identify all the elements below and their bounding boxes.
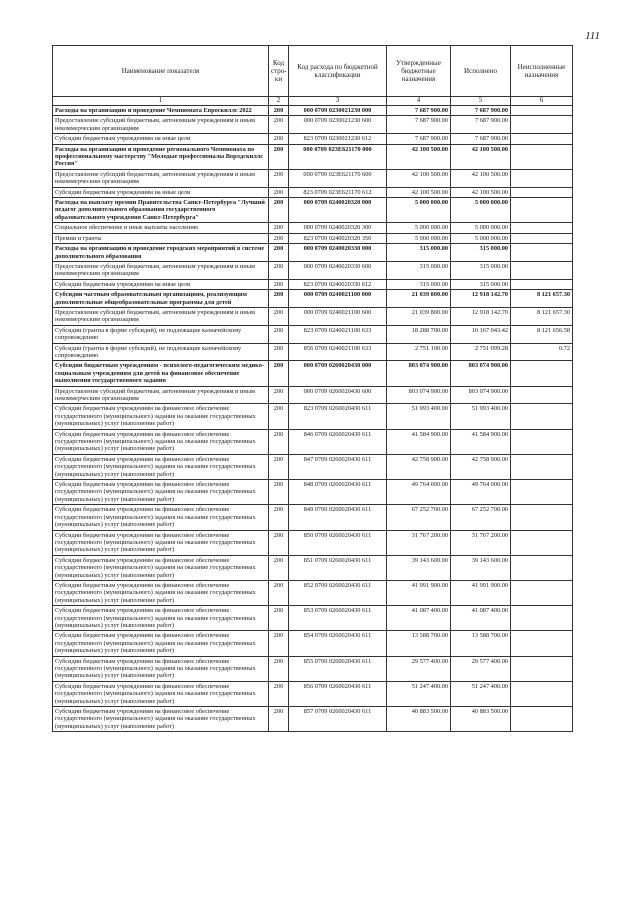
row-class-code: 854 0709 0260020430 611 (289, 631, 387, 656)
row-class-code: 000 0709 0260020430 600 (289, 386, 387, 404)
row-executed: 12 918 142.70 (451, 290, 511, 308)
row-approved: 42 100 500.00 (387, 187, 451, 197)
row-executed: 5 000 000.00 (451, 223, 511, 233)
row-line-code: 200 (269, 144, 289, 169)
header-unexecuted: Неисполненные назначения (511, 46, 573, 97)
header-name: Наименование показателя (53, 46, 269, 97)
row-line-code: 200 (269, 606, 289, 631)
row-class-code: 849 0709 0260020430 611 (289, 505, 387, 530)
row-class-code: 823 0709 0260020430 611 (289, 404, 387, 429)
row-line-code: 200 (269, 187, 289, 197)
table-row (53, 325, 573, 343)
row-line-code: 200 (269, 429, 289, 454)
row-line-code: 200 (269, 116, 289, 134)
row-class-code: 846 0709 0260020430 611 (289, 429, 387, 454)
row-line-code: 200 (269, 555, 289, 580)
row-line-code: 200 (269, 169, 289, 187)
row-line-code: 200 (269, 279, 289, 289)
row-approved: 7 687 900.00 (387, 134, 451, 144)
row-unexecuted (511, 386, 573, 404)
row-class-code: 000 0709 023Е621170 600 (289, 169, 387, 187)
row-line-code: 200 (269, 386, 289, 404)
row-class-code: 000 0709 0260020430 000 (289, 361, 387, 386)
row-approved: 803 074 900.00 (387, 386, 451, 404)
row-approved: 41 584 900.00 (387, 429, 451, 454)
row-approved: 7 687 900.00 (387, 106, 451, 116)
row-class-code: 855 0709 0260020430 611 (289, 656, 387, 681)
row-approved: 41 087 400.00 (387, 606, 451, 631)
page-number: 111 (585, 30, 600, 42)
row-class-code: 823 0709 0230021230 612 (289, 134, 387, 144)
table-row (53, 116, 573, 134)
row-approved: 51 993 400.00 (387, 404, 451, 429)
row-name: Премии и гранты (53, 233, 269, 243)
row-name: Субсидии бюджетным учреждениям на финансовое обеспечение государственного (муниципального) задания на оказание государственных (муниципальных) услуг (выполнение работ) (53, 681, 269, 706)
row-approved: 67 252 700.00 (387, 505, 451, 530)
row-executed: 49 764 000.00 (451, 480, 511, 505)
row-executed: 5 000 000.00 (451, 198, 511, 223)
row-class-code: 000 0709 0230021230 600 (289, 116, 387, 134)
row-name: Предоставление субсидий бюджетным, автономным учреждениям и иным некоммерческим организациям (53, 169, 269, 187)
row-executed: 315 000.00 (451, 261, 511, 279)
row-line-code: 200 (269, 325, 289, 343)
row-approved: 13 588 700.00 (387, 631, 451, 656)
row-unexecuted (511, 555, 573, 580)
row-unexecuted (511, 187, 573, 197)
row-line-code: 200 (269, 480, 289, 505)
row-line-code: 200 (269, 656, 289, 681)
row-approved: 2 751 100.00 (387, 343, 451, 361)
row-unexecuted (511, 454, 573, 479)
table-row (53, 233, 573, 243)
row-class-code: 848 0709 0260020430 611 (289, 480, 387, 505)
table-row (53, 343, 573, 361)
table-row (53, 223, 573, 233)
row-unexecuted (511, 144, 573, 169)
row-executed: 315 000.00 (451, 279, 511, 289)
row-approved: 803 074 900.00 (387, 361, 451, 386)
row-executed: 803 074 900.00 (451, 361, 511, 386)
row-unexecuted (511, 134, 573, 144)
column-number: 1 (53, 97, 269, 106)
row-line-code: 200 (269, 198, 289, 223)
row-executed: 10 167 043.42 (451, 325, 511, 343)
row-approved: 7 687 900.00 (387, 116, 451, 134)
row-class-code: 000 0709 0240020320 000 (289, 198, 387, 223)
row-unexecuted (511, 233, 573, 243)
row-class-code: 000 0709 0240020330 600 (289, 261, 387, 279)
row-name: Расходы на организацию и проведение Чемпионата Евроскиллс 2022 (53, 106, 269, 116)
row-approved: 42 100 500.00 (387, 169, 451, 187)
row-name: Субсидии бюджетным учреждениям на иные цели (53, 134, 269, 144)
row-unexecuted (511, 656, 573, 681)
row-name: Субсидии бюджетным учреждениям на финансовое обеспечение государственного (муниципального) задания на оказание государственных (муниципальных) услуг (выполнение работ) (53, 555, 269, 580)
table-row (53, 361, 573, 386)
row-approved: 5 000 000.00 (387, 233, 451, 243)
row-line-code: 200 (269, 631, 289, 656)
table-row (53, 169, 573, 187)
row-line-code: 200 (269, 580, 289, 605)
row-class-code: 850 0709 0260020430 611 (289, 530, 387, 555)
row-name: Субсидии бюджетным учреждениям на финансовое обеспечение государственного (муниципального) задания на оказание государственных (муниципальных) услуг (выполнение работ) (53, 429, 269, 454)
row-approved: 315 000.00 (387, 279, 451, 289)
row-class-code: 856 0709 0260020430 611 (289, 681, 387, 706)
row-unexecuted: 8 121 657.30 (511, 307, 573, 325)
row-line-code: 200 (269, 505, 289, 530)
row-executed: 51 993 400.00 (451, 404, 511, 429)
row-class-code: 000 0709 0230021230 000 (289, 106, 387, 116)
row-approved: 42 100 500.00 (387, 144, 451, 169)
row-executed: 42 758 900.00 (451, 454, 511, 479)
row-unexecuted (511, 261, 573, 279)
row-approved: 5 000 000.00 (387, 223, 451, 233)
header-line-code: Код стро-ки (269, 46, 289, 97)
row-approved: 18 288 700.00 (387, 325, 451, 343)
row-unexecuted (511, 106, 573, 116)
row-unexecuted (511, 361, 573, 386)
row-executed: 39 143 600.00 (451, 555, 511, 580)
row-line-code: 200 (269, 134, 289, 144)
row-name: Субсидии бюджетным учреждениям на финансовое обеспечение государственного (муниципального) задания на оказание государственных (муниципальных) услуг (выполнение работ) (53, 404, 269, 429)
row-line-code: 200 (269, 290, 289, 308)
row-class-code: 852 0709 0260020430 611 (289, 580, 387, 605)
row-unexecuted (511, 244, 573, 262)
row-name: Субсидии бюджетным учреждениям на иные цели (53, 187, 269, 197)
row-executed: 29 577 400.00 (451, 656, 511, 681)
row-executed: 41 991 900.00 (451, 580, 511, 605)
row-name: Субсидии бюджетным учреждениям на финансовое обеспечение государственного (муниципального) задания на оказание государственных (муниципальных) услуг (выполнение работ) (53, 480, 269, 505)
row-line-code: 200 (269, 530, 289, 555)
row-unexecuted (511, 580, 573, 605)
table-header-row (53, 46, 573, 97)
table-row (53, 290, 573, 308)
row-line-code: 200 (269, 106, 289, 116)
row-unexecuted: 0.72 (511, 343, 573, 361)
row-executed: 12 918 142.70 (451, 307, 511, 325)
row-unexecuted (511, 631, 573, 656)
row-name: Предоставление субсидий бюджетным, автономным учреждениям и иным некоммерческим организациям (53, 261, 269, 279)
row-unexecuted (511, 116, 573, 134)
row-name: Расходы на организацию и проведение регионального Чемпионата по профессиональному мастерству "Молодые профессионалы Ворлдскиллс Россия" (53, 144, 269, 169)
row-name: Субсидии бюджетным учреждениям на финансовое обеспечение государственного (муниципального) задания на оказание государственных (муниципальных) услуг (выполнение работ) (53, 656, 269, 681)
row-executed: 5 000 000.00 (451, 233, 511, 243)
table-row (53, 279, 573, 289)
row-name: Субсидии частным образовательным организациям, реализующим дополнительные общеобразовательные программы для детей (53, 290, 269, 308)
row-approved: 21 039 800.00 (387, 307, 451, 325)
table-row (53, 106, 573, 116)
row-class-code: 000 0709 0240020330 000 (289, 244, 387, 262)
row-class-code: 847 0709 0260020430 611 (289, 454, 387, 479)
row-name: Субсидии (гранты в форме субсидий), не подлежащие казначейскому сопровождению (53, 343, 269, 361)
row-unexecuted (511, 505, 573, 530)
row-class-code: 823 0709 0240020320 350 (289, 233, 387, 243)
row-executed: 40 883 500.00 (451, 707, 511, 732)
header-approved: Утвержденные бюджетные назначения (387, 46, 451, 97)
row-class-code: 851 0709 0260020430 611 (289, 555, 387, 580)
column-numbers-row (53, 97, 573, 106)
row-executed: 315 000.00 (451, 244, 511, 262)
row-executed: 7 687 900.00 (451, 116, 511, 134)
table-row (53, 198, 573, 223)
table-row (53, 505, 573, 530)
row-class-code: 000 0709 0240020320 300 (289, 223, 387, 233)
row-line-code: 200 (269, 454, 289, 479)
row-class-code: 823 0709 023Е621170 612 (289, 187, 387, 197)
row-class-code: 856 0709 0240021100 633 (289, 343, 387, 361)
row-unexecuted (511, 429, 573, 454)
table-row (53, 244, 573, 262)
row-unexecuted (511, 404, 573, 429)
column-number: 3 (289, 97, 387, 106)
row-unexecuted (511, 223, 573, 233)
row-unexecuted (511, 681, 573, 706)
row-approved: 5 000 000.00 (387, 198, 451, 223)
row-executed: 42 100 500.00 (451, 169, 511, 187)
row-unexecuted (511, 169, 573, 187)
row-name: Расходы на организацию и проведение городских мероприятий в системе дополнительного образования (53, 244, 269, 262)
row-name: Субсидии бюджетным учреждениям - психолого-педагогическим медико-социальным учреждениям для детей на финансовое обеспечение выполнения государственного задания (53, 361, 269, 386)
row-line-code: 200 (269, 223, 289, 233)
row-class-code: 823 0709 0240020330 612 (289, 279, 387, 289)
row-approved: 21 039 800.00 (387, 290, 451, 308)
table-row (53, 187, 573, 197)
row-name: Субсидии бюджетным учреждениям на иные цели (53, 279, 269, 289)
row-unexecuted (511, 707, 573, 732)
row-line-code: 200 (269, 233, 289, 243)
row-name: Субсидии бюджетным учреждениям на финансовое обеспечение государственного (муниципального) задания на оказание государственных (муниципальных) услуг (выполнение работ) (53, 707, 269, 732)
table-row (53, 261, 573, 279)
row-executed: 7 687 900.00 (451, 106, 511, 116)
row-name: Предоставление субсидий бюджетным, автономным учреждениям и иным некоммерческим организациям (53, 116, 269, 134)
row-approved: 41 991 900.00 (387, 580, 451, 605)
row-executed: 42 100 500.00 (451, 144, 511, 169)
header-executed: Исполнено (451, 46, 511, 97)
row-executed: 42 100 500.00 (451, 187, 511, 197)
row-line-code: 200 (269, 261, 289, 279)
row-executed: 31 767 200.00 (451, 530, 511, 555)
row-name: Субсидии бюджетным учреждениям на финансовое обеспечение государственного (муниципального) задания на оказание государственных (муниципальных) услуг (выполнение работ) (53, 606, 269, 631)
table-row (53, 429, 573, 454)
row-name: Предоставление субсидий бюджетным, автономным учреждениям и иным некоммерческим организациям (53, 307, 269, 325)
row-unexecuted (511, 606, 573, 631)
row-name: Расходы на выплату премии Правительства Санкт-Петербурга "Лучший педагог дополнительного образования государственного образовательного учреждения Санкт-Петербурга" (53, 198, 269, 223)
row-line-code: 200 (269, 404, 289, 429)
row-approved: 315 000.00 (387, 244, 451, 262)
table-row (53, 681, 573, 706)
column-number: 2 (269, 97, 289, 106)
row-approved: 315 000.00 (387, 261, 451, 279)
row-class-code: 000 0709 0240021100 000 (289, 290, 387, 308)
row-executed: 41 087 400.00 (451, 606, 511, 631)
table-row (53, 656, 573, 681)
row-line-code: 200 (269, 681, 289, 706)
row-executed: 7 687 900.00 (451, 134, 511, 144)
row-name: Субсидии бюджетным учреждениям на финансовое обеспечение государственного (муниципального) задания на оказание государственных (муниципальных) услуг (выполнение работ) (53, 530, 269, 555)
row-executed: 13 588 700.00 (451, 631, 511, 656)
row-name: Субсидии бюджетным учреждениям на финансовое обеспечение государственного (муниципального) задания на оказание государственных (муниципальных) услуг (выполнение работ) (53, 454, 269, 479)
header-class-code: Код расхода по бюджетной классификации (289, 46, 387, 97)
row-unexecuted: 8 121 656.58 (511, 325, 573, 343)
table-row (53, 555, 573, 580)
row-name: Предоставление субсидий бюджетным, автономным учреждениям и иным некоммерческим организациям (53, 386, 269, 404)
row-class-code: 823 0709 0240021100 633 (289, 325, 387, 343)
row-line-code: 200 (269, 707, 289, 732)
row-unexecuted: 8 121 657.30 (511, 290, 573, 308)
table-row (53, 580, 573, 605)
row-executed: 51 247 400.00 (451, 681, 511, 706)
table-row (53, 404, 573, 429)
table-row (53, 454, 573, 479)
row-approved: 51 247 400.00 (387, 681, 451, 706)
row-approved: 31 767 200.00 (387, 530, 451, 555)
row-class-code: 000 0709 023Е621170 000 (289, 144, 387, 169)
row-approved: 42 758 900.00 (387, 454, 451, 479)
row-unexecuted (511, 198, 573, 223)
row-approved: 49 764 000.00 (387, 480, 451, 505)
row-name: Субсидии (гранты в форме субсидий), не подлежащие казначейскому сопровождению (53, 325, 269, 343)
row-unexecuted (511, 530, 573, 555)
row-approved: 39 143 600.00 (387, 555, 451, 580)
row-class-code: 853 0709 0260020430 611 (289, 606, 387, 631)
budget-table (52, 45, 573, 732)
table-row (53, 134, 573, 144)
row-approved: 40 883 500.00 (387, 707, 451, 732)
row-line-code: 200 (269, 361, 289, 386)
row-name: Субсидии бюджетным учреждениям на финансовое обеспечение государственного (муниципального) задания на оказание государственных (муниципальных) услуг (выполнение работ) (53, 580, 269, 605)
table-row (53, 307, 573, 325)
column-number: 6 (511, 97, 573, 106)
row-class-code: 857 0709 0260020430 611 (289, 707, 387, 732)
row-executed: 41 584 900.00 (451, 429, 511, 454)
table-row (53, 707, 573, 732)
row-executed: 2 751 099.28 (451, 343, 511, 361)
row-name: Социальное обеспечение и иные выплаты населению (53, 223, 269, 233)
column-number: 4 (387, 97, 451, 106)
table-row (53, 144, 573, 169)
table-row (53, 606, 573, 631)
row-name: Субсидии бюджетным учреждениям на финансовое обеспечение государственного (муниципального) задания на оказание государственных (муниципальных) услуг (выполнение работ) (53, 505, 269, 530)
row-unexecuted (511, 480, 573, 505)
row-approved: 29 577 400.00 (387, 656, 451, 681)
row-class-code: 000 0709 0240021100 600 (289, 307, 387, 325)
row-line-code: 200 (269, 343, 289, 361)
column-number: 5 (451, 97, 511, 106)
row-line-code: 200 (269, 244, 289, 262)
row-name: Субсидии бюджетным учреждениям на финансовое обеспечение государственного (муниципального) задания на оказание государственных (муниципальных) услуг (выполнение работ) (53, 631, 269, 656)
table-row (53, 631, 573, 656)
row-executed: 803 074 900.00 (451, 386, 511, 404)
row-executed: 67 252 700.00 (451, 505, 511, 530)
row-line-code: 200 (269, 307, 289, 325)
row-unexecuted (511, 279, 573, 289)
table-row (53, 480, 573, 505)
table-row (53, 530, 573, 555)
table-row (53, 386, 573, 404)
